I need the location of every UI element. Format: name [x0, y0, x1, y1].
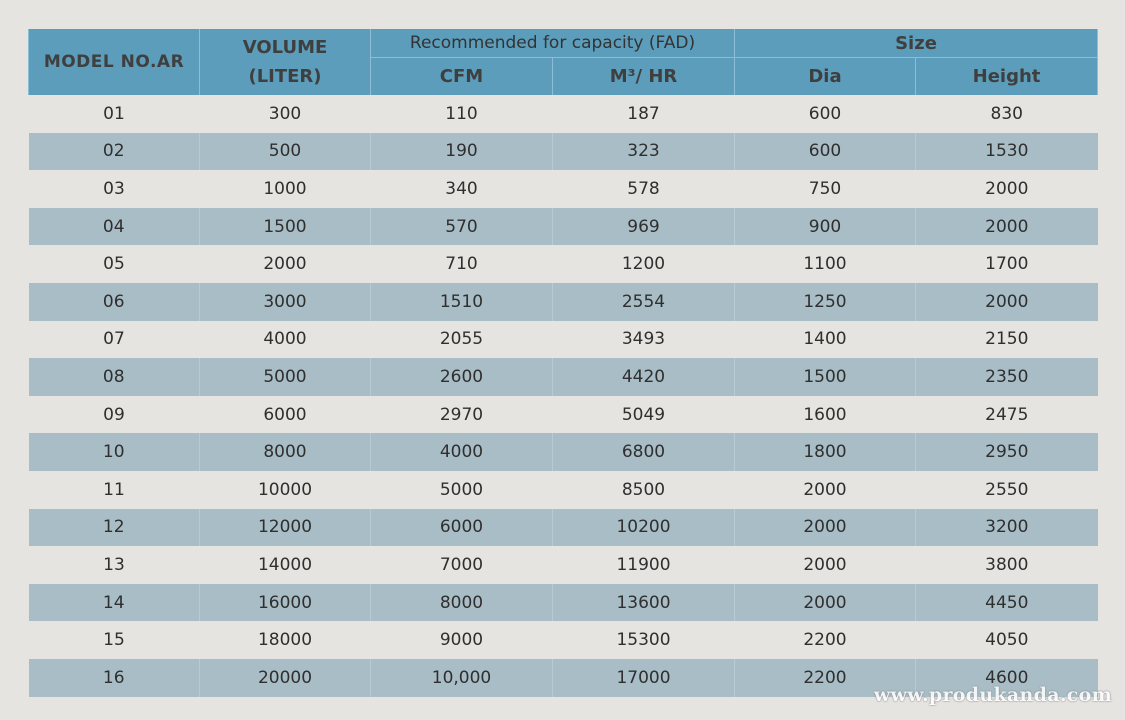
table-row — [29, 95, 1098, 133]
cell-height: 2950 — [916, 433, 1098, 471]
table-row — [29, 358, 1098, 396]
cell-height: 3800 — [916, 546, 1098, 584]
cell-volume: 20000 — [200, 659, 371, 697]
cell-m3hr: 1200 — [553, 245, 735, 283]
cell-volume: 5000 — [200, 358, 371, 396]
cell-height: 1530 — [916, 133, 1098, 171]
cell-model: 12 — [29, 509, 200, 547]
cell-m3hr: 6800 — [553, 433, 735, 471]
cell-m3hr: 17000 — [553, 659, 735, 697]
cell-volume: 14000 — [200, 546, 371, 584]
table-row — [29, 621, 1098, 659]
cell-dia: 2000 — [735, 509, 916, 547]
cell-model: 07 — [29, 321, 200, 359]
cell-m3hr: 4420 — [553, 358, 735, 396]
table-row — [29, 471, 1098, 509]
header-dia: Dia — [735, 58, 916, 96]
cell-cfm: 190 — [371, 133, 553, 171]
cell-dia: 600 — [735, 95, 916, 133]
cell-m3hr: 13600 — [553, 584, 735, 622]
header-cfm: CFM — [371, 58, 553, 96]
table-row — [29, 170, 1098, 208]
cell-dia: 1600 — [735, 396, 916, 434]
cell-m3hr: 5049 — [553, 396, 735, 434]
cell-cfm: 340 — [371, 170, 553, 208]
cell-model: 02 — [29, 133, 200, 171]
cell-m3hr: 15300 — [553, 621, 735, 659]
cell-volume: 6000 — [200, 396, 371, 434]
cell-volume: 12000 — [200, 509, 371, 547]
cell-volume: 3000 — [200, 283, 371, 321]
cell-height: 2150 — [916, 321, 1098, 359]
table-row — [29, 396, 1098, 434]
cell-model: 11 — [29, 471, 200, 509]
cell-model: 10 — [29, 433, 200, 471]
cell-m3hr: 578 — [553, 170, 735, 208]
header-capacity-group: Recommended for capacity (FAD) — [371, 29, 735, 58]
cell-height: 4050 — [916, 621, 1098, 659]
cell-cfm: 8000 — [371, 584, 553, 622]
cell-volume: 500 — [200, 133, 371, 171]
table-row — [29, 133, 1098, 171]
cell-model: 13 — [29, 546, 200, 584]
header-height: Height — [916, 58, 1098, 96]
cell-dia: 2200 — [735, 659, 916, 697]
table-row — [29, 584, 1098, 622]
cell-cfm: 9000 — [371, 621, 553, 659]
cell-dia: 2200 — [735, 621, 916, 659]
cell-model: 04 — [29, 208, 200, 246]
cell-dia: 1250 — [735, 283, 916, 321]
cell-dia: 900 — [735, 208, 916, 246]
cell-m3hr: 3493 — [553, 321, 735, 359]
cell-height: 2000 — [916, 170, 1098, 208]
cell-cfm: 2970 — [371, 396, 553, 434]
cell-height: 2350 — [916, 358, 1098, 396]
header-volume — [200, 29, 371, 95]
cell-volume: 1000 — [200, 170, 371, 208]
cell-dia: 2000 — [735, 471, 916, 509]
cell-dia: 1100 — [735, 245, 916, 283]
header-model: MODEL NO.AR — [29, 29, 200, 95]
table-body — [29, 95, 1098, 697]
cell-cfm: 10,000 — [371, 659, 553, 697]
table-row — [29, 546, 1098, 584]
watermark: www.produkanda.com — [873, 684, 1112, 706]
cell-model: 15 — [29, 621, 200, 659]
cell-dia: 600 — [735, 133, 916, 171]
cell-volume: 300 — [200, 95, 371, 133]
cell-height: 2000 — [916, 208, 1098, 246]
cell-model: 05 — [29, 245, 200, 283]
header-m3hr: M³/ HR — [553, 58, 735, 96]
cell-m3hr: 187 — [553, 95, 735, 133]
cell-dia: 1800 — [735, 433, 916, 471]
cell-height: 830 — [916, 95, 1098, 133]
cell-volume: 2000 — [200, 245, 371, 283]
cell-cfm: 7000 — [371, 546, 553, 584]
cell-dia: 2000 — [735, 584, 916, 622]
cell-m3hr: 10200 — [553, 509, 735, 547]
cell-height: 2475 — [916, 396, 1098, 434]
cell-cfm: 570 — [371, 208, 553, 246]
cell-m3hr: 323 — [553, 133, 735, 171]
cell-cfm: 2600 — [371, 358, 553, 396]
cell-model: 06 — [29, 283, 200, 321]
cell-model: 03 — [29, 170, 200, 208]
cell-m3hr: 11900 — [553, 546, 735, 584]
cell-height: 4600 — [916, 659, 1098, 697]
cell-volume: 1500 — [200, 208, 371, 246]
cell-dia: 2000 — [735, 546, 916, 584]
cell-height: 2550 — [916, 471, 1098, 509]
header-volume-label: VOLUME (LITER) — [242, 37, 328, 87]
cell-volume: 4000 — [200, 321, 371, 359]
cell-dia: 1400 — [735, 321, 916, 359]
table-row — [29, 433, 1098, 471]
cell-m3hr: 8500 — [553, 471, 735, 509]
cell-cfm: 4000 — [371, 433, 553, 471]
cell-height: 1700 — [916, 245, 1098, 283]
cell-volume: 18000 — [200, 621, 371, 659]
spec-table — [28, 29, 1098, 697]
cell-model: 01 — [29, 95, 200, 133]
cell-dia: 750 — [735, 170, 916, 208]
table-header — [29, 29, 1098, 95]
cell-dia: 1500 — [735, 358, 916, 396]
cell-volume: 8000 — [200, 433, 371, 471]
cell-model: 09 — [29, 396, 200, 434]
cell-cfm: 710 — [371, 245, 553, 283]
cell-volume: 16000 — [200, 584, 371, 622]
table-row — [29, 245, 1098, 283]
cell-model: 14 — [29, 584, 200, 622]
cell-model: 16 — [29, 659, 200, 697]
cell-volume: 10000 — [200, 471, 371, 509]
cell-cfm: 1510 — [371, 283, 553, 321]
cell-m3hr: 2554 — [553, 283, 735, 321]
cell-cfm: 5000 — [371, 471, 553, 509]
table-row — [29, 321, 1098, 359]
table-row — [29, 283, 1098, 321]
cell-m3hr: 969 — [553, 208, 735, 246]
cell-height: 3200 — [916, 509, 1098, 547]
cell-height: 4450 — [916, 584, 1098, 622]
cell-cfm: 2055 — [371, 321, 553, 359]
cell-cfm: 110 — [371, 95, 553, 133]
table-row — [29, 208, 1098, 246]
cell-model: 08 — [29, 358, 200, 396]
header-size-group: Size — [735, 29, 1098, 58]
cell-height: 2000 — [916, 283, 1098, 321]
table-row — [29, 509, 1098, 547]
cell-cfm: 6000 — [371, 509, 553, 547]
